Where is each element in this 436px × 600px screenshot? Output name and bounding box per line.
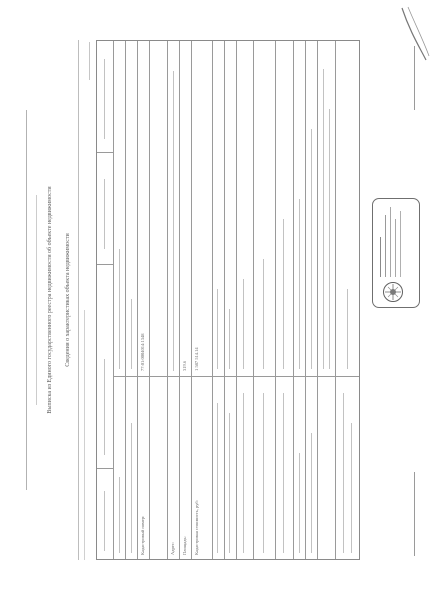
sheet-marker: [104, 491, 105, 551]
electronic-signature-stamp: [372, 198, 420, 308]
table-row-value: [217, 289, 218, 369]
stamp-text: [380, 203, 405, 277]
request-info-line: [84, 310, 85, 560]
property-table: [96, 40, 360, 560]
table-row-value: [263, 259, 264, 369]
issuing-agency: [22, 60, 27, 540]
table-column-divider: [97, 468, 113, 469]
table-rule: [212, 41, 213, 559]
table-row-value: [329, 109, 330, 369]
table-row-label: [283, 393, 284, 553]
table-column-divider: [97, 264, 113, 265]
total-sheets-marker: [104, 179, 105, 249]
table-row-label: [217, 403, 218, 553]
table-row-label: [351, 423, 352, 553]
assignment-date-label: [131, 423, 132, 553]
table-rule: [137, 41, 138, 559]
table-rule: [275, 41, 276, 559]
table-rule: [191, 41, 192, 559]
emblem-icon: [382, 281, 404, 303]
table-row-label: [263, 393, 264, 553]
table-row-value: [299, 199, 300, 369]
stamp-text-line: [380, 237, 381, 277]
table-rule: [167, 41, 168, 559]
table-row-label: [311, 433, 312, 553]
cadastral-value-label: Кадастровая стоимость, руб:: [194, 500, 199, 555]
table-row-value: [323, 69, 324, 369]
table-row-value: [229, 309, 230, 369]
table-column-divider: [113, 376, 359, 377]
stamp-text-line: [385, 215, 386, 277]
page-marker: [89, 42, 90, 80]
table-rule: [179, 41, 180, 559]
assignment-date-value: [131, 299, 132, 369]
table-rule: [317, 41, 318, 559]
print-date: [119, 477, 120, 553]
page-number-marker: [104, 59, 105, 139]
stamp-text-line: [395, 219, 396, 277]
table-row-value: [347, 289, 348, 369]
table-rule: [224, 41, 225, 559]
table-rule: [113, 41, 114, 559]
address-value: [173, 71, 174, 371]
address-label: Адрес:: [170, 541, 175, 555]
cadastral-number-value: 77:01:0004014:1348: [140, 333, 145, 371]
cadastral-number-label: Кадастровый номер:: [140, 515, 145, 555]
issuing-agency-caption: [32, 60, 37, 540]
table-rule: [125, 41, 126, 559]
table-column-divider: [97, 152, 113, 153]
stamp-text-line: [390, 207, 391, 277]
stamp-text-line: [400, 211, 401, 277]
table-row-value: [311, 129, 312, 369]
cadastral-value-amount: 1 587 514.14: [194, 347, 199, 371]
document-title: Выписка из Единого государственного реестра недвижимости об объекте недвижимости: [47, 186, 53, 414]
cadastral-quarter-value: [119, 249, 120, 369]
area-value: 319.6: [182, 360, 187, 371]
table-rule: [149, 41, 150, 559]
table-row-label: [243, 393, 244, 553]
table-rule: [253, 41, 254, 559]
table-row-value: [243, 279, 244, 369]
document-subtitle: Сведения о характеристиках объекта недвижимости: [65, 233, 71, 367]
table-rule: [305, 41, 306, 559]
table-rule: [236, 41, 237, 559]
official-initials-line: [414, 46, 415, 110]
section-marker: [104, 359, 105, 455]
issuing-agency-line: [26, 110, 27, 490]
issuing-agency-caption-line: [36, 195, 37, 405]
table-row-value: [283, 219, 284, 369]
table-rule: [293, 41, 294, 559]
table-row-label: [229, 413, 230, 553]
table-row-label: [299, 453, 300, 553]
area-label: Площадь:: [182, 536, 187, 555]
request-info-line: [78, 40, 79, 560]
table-rule: [335, 41, 336, 559]
official-position-line: [414, 472, 415, 556]
table-row-label: [343, 393, 344, 553]
